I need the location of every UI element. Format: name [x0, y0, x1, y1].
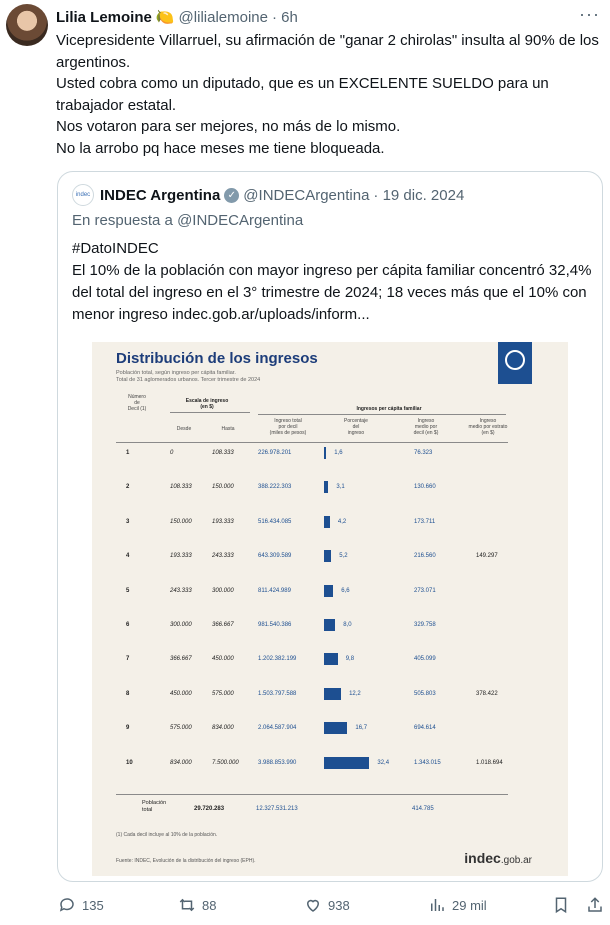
retweet-button[interactable]	[178, 892, 216, 918]
row-desde: 575.000	[170, 725, 192, 732]
row-hasta: 7.500.000	[212, 759, 239, 766]
col-ingresos-pc: Ingresos per cápita familiar	[356, 406, 422, 412]
author-emoji: 🍋	[155, 9, 175, 26]
infographic-source: Fuente: INDEC, Evolución de la distribución del ingreso (EPH).	[116, 858, 256, 864]
quoted-header	[72, 184, 464, 206]
row-medio: 273.071	[414, 587, 436, 594]
row-hasta: 834.000	[212, 725, 234, 732]
pct-bar	[324, 481, 328, 493]
reply-button[interactable]	[58, 892, 104, 918]
infographic-note: (1) Cada decil incluye al 10% de la población.	[116, 832, 218, 838]
row-total: 981.540.386	[258, 622, 292, 628]
row-medio: 505.803	[414, 690, 436, 697]
pct-label: 3,1	[336, 484, 345, 491]
tweet-text: Vicepresidente Villarruel, su afirmación de "ganar 2 chirolas" insulta al 90% de los argentinos. Usted cobra como un diputado, que es un EXCELENTE SUELDO para un trabajador estatal. Nos votaron para ser mejores, no más de lo mismo. No la arrobo pq hace meses me tiene bloqueada.	[56, 32, 599, 157]
row-total: 388.222.303	[258, 484, 292, 491]
pct-label: 32,4	[377, 759, 390, 766]
col-hasta: Hasta	[221, 426, 235, 432]
row-medio: 216.560	[414, 553, 436, 560]
row-desde: 300.000	[170, 622, 192, 628]
pct-bar	[324, 447, 326, 459]
indec-avatar[interactable]: indec	[72, 184, 94, 206]
bookmark-icon	[552, 896, 570, 914]
row-total: 1.503.797.588	[258, 690, 297, 697]
row-desde: 0	[170, 450, 174, 456]
pct-label: 9,8	[345, 656, 355, 663]
row-decil: 6	[126, 622, 130, 628]
row-hasta: 108.333	[212, 450, 234, 456]
row-desde: 108.333	[170, 484, 192, 491]
share-button[interactable]	[586, 892, 610, 918]
row-medio: 405.099	[414, 656, 436, 663]
col-ingreso-total: Ingreso total por decil (miles de pesos)	[269, 418, 307, 436]
row-desde: 150.000	[170, 518, 192, 525]
escala-underline	[170, 412, 250, 413]
indec-logo-text: indec	[464, 850, 501, 866]
row-decil: 1	[126, 450, 130, 456]
row-decil: 8	[126, 690, 130, 697]
quoted-author-handle[interactable]: @INDECArgentina	[243, 186, 370, 204]
pct-bar	[324, 585, 333, 597]
row-total: 1.202.382.199	[258, 656, 297, 663]
row-desde: 193.333	[170, 553, 192, 560]
total-ingreso: 12.327.531.213	[256, 806, 298, 812]
row-estrato: 378.422	[476, 690, 498, 697]
row-hasta: 300.000	[212, 587, 234, 594]
like-button[interactable]	[304, 892, 350, 918]
verified-badge-icon: ✓	[224, 188, 239, 203]
row-hasta: 366.667	[212, 622, 234, 628]
row-total: 226.978.201	[258, 450, 292, 456]
pct-bar	[324, 550, 331, 562]
author-avatar[interactable]	[6, 4, 48, 46]
row-total: 516.434.085	[258, 518, 292, 525]
share-icon	[586, 896, 604, 914]
total-label: Población total	[142, 800, 167, 813]
heart-icon	[304, 896, 322, 914]
infographic-title: Distribución de los ingresos	[116, 350, 318, 367]
row-hasta: 150.000	[212, 484, 234, 491]
author-name[interactable]: Lilia Lemoine	[56, 8, 152, 26]
row-total: 811.424.989	[258, 587, 291, 594]
like-count: 938	[328, 897, 350, 913]
row-hasta: 243.333	[212, 553, 234, 560]
author-handle[interactable]: @lilialemoine	[178, 8, 268, 26]
tweet-header	[56, 6, 598, 28]
total-medio: 414.785	[412, 806, 434, 812]
views-button[interactable]	[428, 892, 487, 918]
pct-label: 12,2	[349, 690, 361, 697]
pct-bar	[324, 653, 338, 665]
pct-bar	[324, 516, 330, 528]
pct-label: 16,7	[355, 725, 368, 732]
col-porcentaje: Porcentaje del ingreso	[344, 418, 368, 436]
pct-bar	[324, 757, 369, 769]
row-medio: 173.711	[414, 518, 436, 525]
quoted-text: #DatoINDEC El 10% de la población con mayor ingreso per cápita familiar concentró 32,4% del total del ingreso en el 3° trimestre de 2024; 18 veces más que el 10% con menor ingreso indec.gob.ar/uploads/inform...	[72, 240, 592, 323]
tweet-actions	[0, 892, 610, 918]
col-escala: Escala de ingreso (en $)	[185, 398, 229, 410]
row-hasta: 450.000	[212, 656, 234, 663]
row-total: 643.309.589	[258, 553, 292, 560]
col-decil: Número de Decil (1)	[127, 394, 147, 412]
row-medio: 329.758	[414, 622, 436, 628]
row-hasta: 193.333	[212, 518, 234, 525]
pct-label: 6,6	[341, 587, 350, 594]
reply-icon	[58, 896, 76, 914]
row-desde: 834.000	[170, 759, 192, 766]
pct-bar	[324, 722, 347, 734]
view-count: 29 mil	[452, 897, 487, 913]
indec-logo	[464, 850, 532, 866]
pct-label: 8,0	[343, 622, 352, 628]
row-total: 3.988.853.990	[258, 759, 297, 766]
quoted-author-name[interactable]: INDEC Argentina	[100, 186, 221, 204]
total-poblacion: 29.720.283	[194, 806, 225, 812]
bookmark-button[interactable]	[552, 892, 576, 918]
more-options-icon[interactable]: ···	[579, 4, 600, 24]
row-decil: 3	[126, 518, 130, 525]
col-desde: Desde	[176, 426, 192, 432]
tweet-time[interactable]: · 6h	[271, 8, 298, 26]
pct-label: 1,6	[334, 450, 343, 456]
ingresos-underline	[258, 414, 506, 415]
infographic-image[interactable]	[92, 342, 568, 876]
row-decil: 2	[126, 484, 130, 491]
row-desde: 366.667	[170, 656, 192, 663]
infographic-subtitle: Población total, según ingreso per cápita familiar. Total de 31 aglomerados urbanos. Tercer trimestre de 2024	[116, 370, 261, 383]
row-estrato: 1.018.694	[476, 759, 503, 766]
header-bottom-rule	[116, 442, 508, 443]
pct-bar	[324, 688, 341, 700]
total-top-rule	[116, 794, 508, 795]
row-decil: 9	[126, 725, 130, 732]
row-desde: 450.000	[170, 690, 192, 697]
row-decil: 5	[126, 587, 130, 594]
analytics-icon	[428, 896, 446, 914]
row-desde: 243.333	[170, 587, 192, 594]
row-total: 2.064.587.904	[258, 725, 297, 732]
col-medio: Ingreso medio por decil (en $)	[413, 418, 439, 436]
row-medio: 1.343.015	[414, 759, 441, 766]
pct-label: 4,2	[337, 518, 347, 525]
row-medio: 76.323	[414, 450, 433, 456]
retweet-icon	[178, 896, 196, 914]
reply-context[interactable]: En respuesta a @INDECArgentina	[72, 212, 304, 229]
quoted-date: · 19 dic. 2024	[373, 186, 465, 204]
row-decil: 7	[126, 656, 130, 663]
retweet-count: 88	[202, 897, 217, 913]
reply-count: 135	[82, 897, 104, 913]
row-medio: 694.614	[414, 725, 436, 732]
row-decil: 10	[126, 759, 133, 766]
pct-bar	[324, 619, 335, 631]
quoted-tweet[interactable]	[57, 171, 603, 882]
row-estrato: 149.297	[476, 553, 498, 560]
row-hasta: 575.000	[212, 690, 234, 697]
pct-label: 5,2	[339, 553, 348, 560]
indec-flag-icon	[498, 342, 532, 384]
row-medio: 130.660	[414, 484, 436, 491]
row-decil: 4	[126, 553, 130, 560]
col-estrato: Ingreso medio por estrato (en $)	[468, 418, 508, 436]
indec-logo-domain: .gob.ar	[500, 855, 532, 866]
